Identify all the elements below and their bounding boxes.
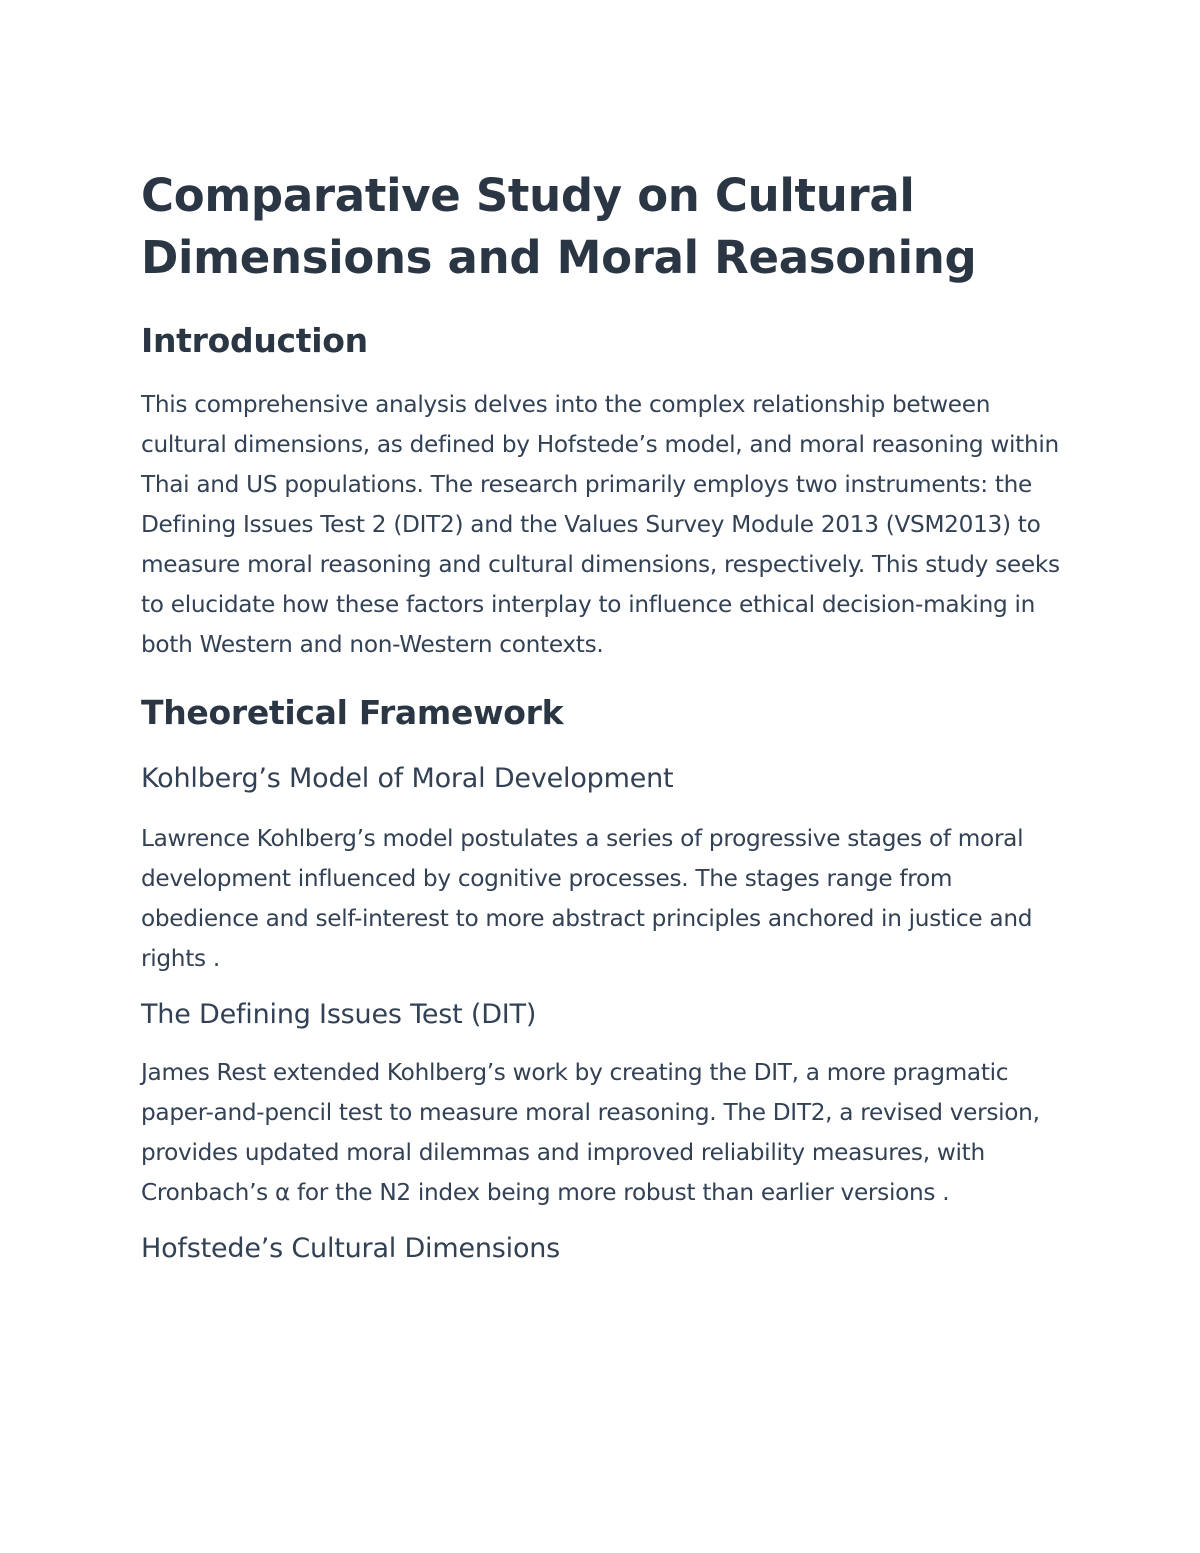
document-title: Comparative Study on Cultural Dimensions and Moral Reasoning bbox=[141, 169, 977, 284]
document-page bbox=[141, 165, 1061, 1267]
introduction-paragraph: This comprehensive analysis delves into the complex relationship between cultural dimensions, as defined by Hofstede’s model, and moral reasoning within Thai and US populations. The research primarily employs two instruments: the Defining Issues Test 2 (DIT2) and the Values Survey Module 2013 (VSM2013) to measure moral reasoning and cultural dimensions, respectively. This study seeks to elucidate how these factors interplay to influence ethical decision-making in both Western and non-Western contexts. bbox=[141, 391, 1060, 658]
kohlberg-model-heading: Kohlberg’s Model of Moral Development bbox=[141, 763, 674, 794]
hofstede-dimensions-heading: Hofstede’s Cultural Dimensions bbox=[141, 1233, 561, 1264]
theoretical-framework-heading: Theoretical Framework bbox=[141, 693, 564, 732]
defining-issues-test-paragraph: James Rest extended Kohlberg’s work by creating the DIT, a more pragmatic paper-and-pencil test to measure moral reasoning. The DIT2, a revised version, provides updated moral dilemmas and improved reliability measures, with Cronbach’s α for the N2 index being more robust than earlier versions . bbox=[141, 1059, 1040, 1206]
defining-issues-test-heading: The Defining Issues Test (DIT) bbox=[141, 999, 537, 1030]
introduction-heading: Introduction bbox=[141, 321, 368, 360]
kohlberg-model-paragraph: Lawrence Kohlberg’s model postulates a series of progressive stages of moral development influenced by cognitive processes. The stages range from obedience and self-interest to more abstract principles anchored in justice and rights . bbox=[141, 825, 1033, 972]
